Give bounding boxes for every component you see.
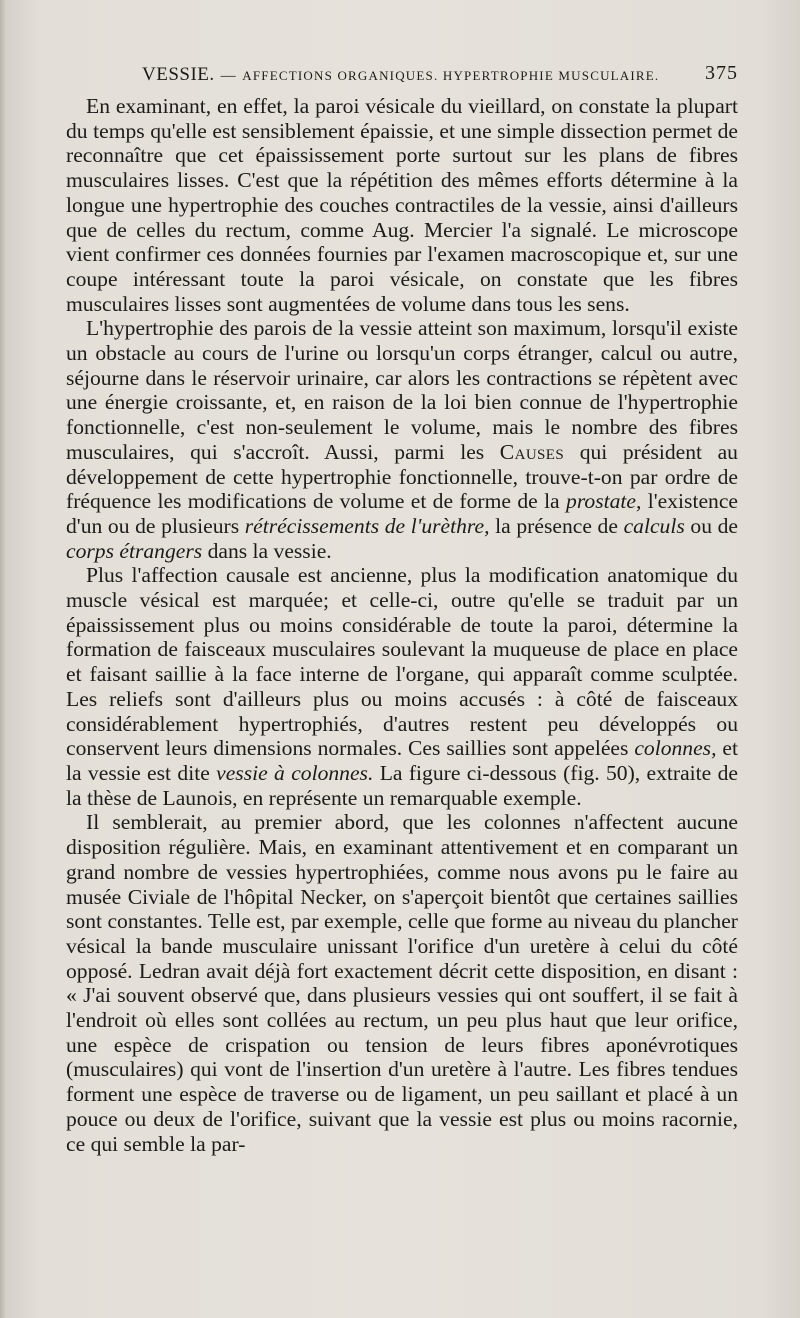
p2-text-d: la présence de [495, 513, 618, 538]
header-separator: — [220, 68, 237, 84]
page-number: 375 [705, 62, 738, 84]
term-calculs: calculs [623, 513, 685, 538]
p2-text-b: qui président au développement de cette hypertrophie fonctionnelle, trouve-t-on par ordre de fréquence les modifications de volume et de forme de la [66, 439, 738, 514]
p3-text-b: et la vessie est dite [66, 736, 738, 785]
paragraph-1: En examinant, en effet, la paroi vésicale du vieillard, on constate la plupart du temps qu'elle est sensiblement épaissie, et une simple dissection permet de reconnaître que cet épaississement porte surtout sur les plans de fibres musculaires lisses. C'est que la répétition des mêmes efforts détermine à la longue une hypertrophie des couches contractiles de la vessie, ainsi d'ailleurs que de celles du rectum, comme Aug. Mercier l'a signalé. Le microscope vient confirmer ces données fournies par l'examen macroscopique et, sur une coupe intéressant toute la paroi vésicale, on constate que les fibres musculaires lisses sont augmentées de volume dans tous les sens. [66, 94, 738, 316]
term-prostate: prostate, [566, 489, 642, 514]
header-section: VESSIE. [142, 64, 215, 85]
paragraph-3 [66, 563, 738, 810]
term-vessie-a-colonnes: vessie à colonnes. [216, 760, 374, 785]
header-title [142, 64, 659, 86]
p2-text-f: dans la vessie. [207, 538, 332, 563]
p3-text-a: Plus l'affection causale est ancienne, plus la modification anatomique du muscle vésical est marquée; et celle-ci, outre qu'elle se traduit par un épaississement plus ou moins considérable de toute la paroi, détermine la formation de faisceaux musculaires soulevant la muqueuse de place en place et faisant saillie à la face interne de l'organe, qui apparaît comme sculptée. Les reliefs sont d'ailleurs plus ou moins accusés : à côté de faisceaux considérablement hypertrophiés, d'autres restent peu développés ou conservent leurs dimensions normales. Ces saillies sont appelées [66, 563, 738, 761]
p3-text-c: La figure ci-dessous (fig. 50), extraite de la thèse de Launois, en représente un remarquable exemple. [66, 760, 738, 810]
p2-text-e: ou de [690, 513, 738, 538]
running-header [122, 60, 738, 88]
p2-text-a: L'hypertrophie des parois de la vessie atteint son maximum, lorsqu'il existe un obstacle au cours de l'urine ou lorsqu'un corps étranger, calcul ou autre, séjourne dans le réservoir urinaire, car alors les contractions se répètent avec une énergie croissante, et, en raison de la loi bien connue de l'hypertrophie fonctionnelle, c'est non-seulement le volume, mais le nombre des fibres musculaires, qui s'accroît. Aussi, parmi les [66, 316, 738, 464]
term-corps-etrangers: corps étrangers [66, 538, 203, 563]
term-retrecissements: rétrécissements de l'urèthre, [244, 513, 490, 538]
term-colonnes: colonnes, [634, 736, 717, 761]
p2-text-c: l'existence d'un ou de plusieurs [66, 489, 738, 538]
paragraph-2 [66, 316, 738, 563]
causes-heading: Causes [499, 439, 565, 464]
body-text [66, 94, 738, 1156]
paragraph-4: Il semblerait, au premier abord, que les colonnes n'affectent aucune disposition régulière. Mais, en examinant attentivement et en comparant un grand nombre de vessies hypertrophiées, comme nous avons pu le faire au musée Civiale de l'hôpital Necker, on s'aperçoit bientôt que certaines saillies sont constantes. Telle est, par exemple, celle que forme au niveau du plancher vésical la bande musculaire unissant l'orifice d'un uretère à celui du côté opposé. Ledran avait déjà fort exactement décrit cette disposition, en disant : « J'ai souvent observé que, dans plusieurs vessies qui ont souffert, il se fait à l'endroit où elles sont collées au rectum, un peu plus haut que leur orifice, une espèce de crispation ou tension de leurs fibres aponévrotiques (musculaires) qui vont de l'insertion d'un uretère à l'autre. Les fibres tendues forment une espèce de traverse ou de ligament, un peu saillant et placé à un pouce ou deux de l'orifice, suivant que la vessie est plus ou moins racornie, ce qui semble la par- [66, 810, 738, 1156]
header-subtitle: AFFECTIONS ORGANIQUES. HYPERTROPHIE MUSCULAIRE. [242, 68, 660, 83]
